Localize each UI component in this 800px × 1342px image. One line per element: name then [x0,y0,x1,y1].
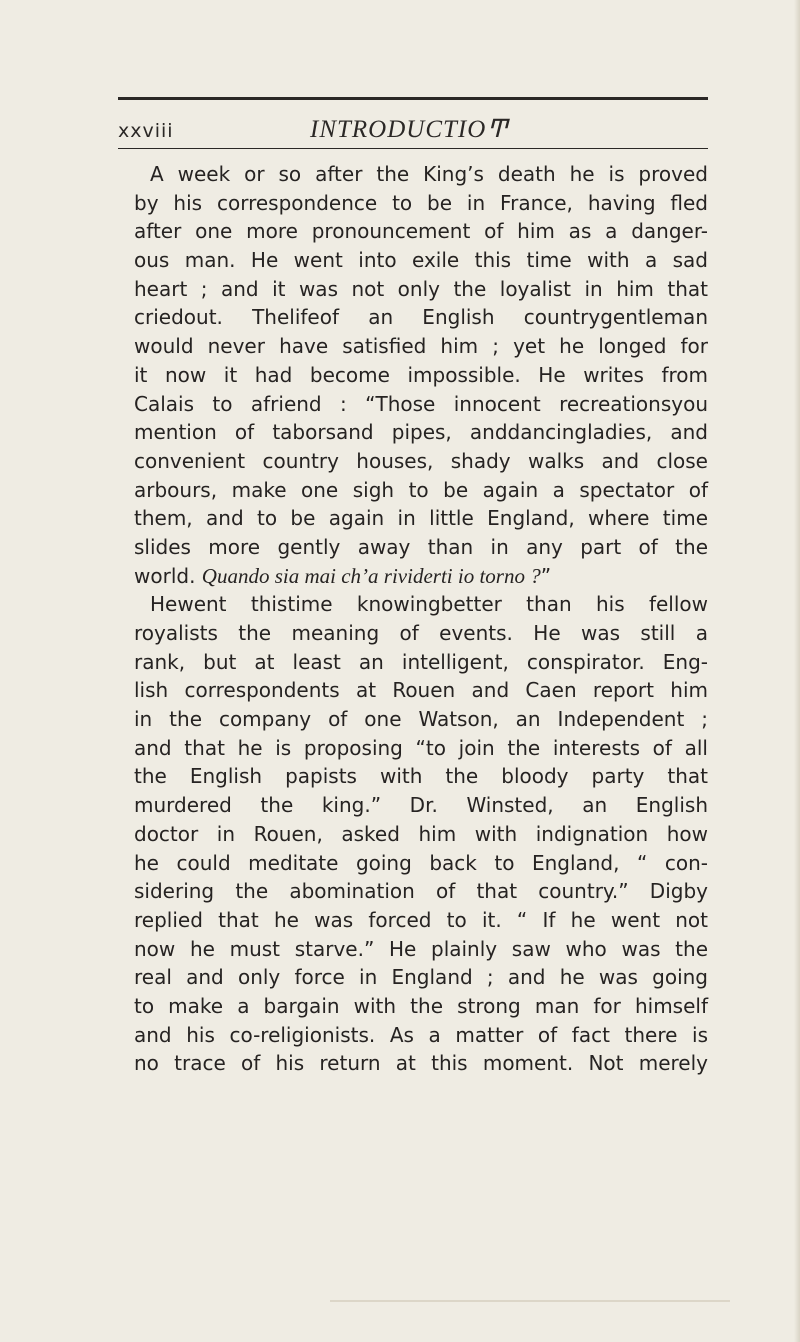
italian-quotation: Quando sia mai ch’a rividerti io torno ? [201,563,541,588]
text-line: slides more gently away than in any part of the [134,534,708,559]
paper-smudge [330,1300,730,1302]
text-line: convenient country houses, shady walks and close [134,448,708,473]
text-line: mention of taborsand pipes, anddancingladies, and [134,420,708,445]
text-line: lish correspondents at Rouen and Caen report him [134,678,708,703]
text-line: A week or so after the King’s death he is proved [150,162,708,186]
text-line: and his co-religionists. As a matter of fact there is [134,1022,708,1047]
quote-close: ” [540,563,552,588]
text-line: by his correspondence to be in France, having fled [134,190,708,215]
text-line: now he must starve.” He plainly saw who was the [134,936,708,961]
text-line: royalists the meaning of events. He was still a [134,621,708,645]
text-line: doctor in Rouen, asked him with indignation how [134,821,708,846]
page-number: xxviii [118,120,174,142]
text-line: them, and to be again in little England, where time [134,506,708,531]
header-top-rule [118,97,708,100]
text-line: after one more pronouncement of him as a danger- [134,219,708,244]
quote-lead: world. [134,563,196,588]
quote-line [134,562,708,591]
text-line: real and only force in England ; and he was going [134,965,708,990]
text-line: criedout. Thelifeof an English countrygentleman [134,305,708,330]
text-line: in the company of one Watson, an Independent ; [134,707,708,732]
running-header [118,114,708,148]
body-paragraph [134,160,708,1078]
page-edge [794,0,800,1342]
text-line: replied that he was forced to it. “ If he went not [134,907,708,932]
running-title: INTRODUCTIOͲ [310,116,509,143]
text-line: the English papists with the bloody party that [134,764,708,789]
text-line: no trace of his return at this moment. Not merely [134,1051,708,1076]
header-bottom-rule [118,148,708,149]
text-line: heart ; and it was not only the loyalist in him that [134,276,708,301]
text-line: ous man. He went into exile this time with a sad [134,248,708,273]
text-line: would never have satisfied him ; yet he longed for [134,334,708,359]
text-line: rank, but at least an intelligent, conspirator. Eng- [134,649,708,674]
text-line: and that he is proposing “to join the interests of all [134,735,708,760]
text-line: Hewent thistime knowingbetter than his fellow [150,592,708,617]
text-line: arbours, make one sigh to be again a spectator of [134,477,708,502]
text-line: he could meditate going back to England, “ con- [134,850,708,875]
text-line: murdered the king.” Dr. Winsted, an English [134,793,708,818]
text-line: to make a bargain with the strong man for himself [134,993,708,1018]
text-line: sidering the abomination of that country.” Digby [134,879,708,904]
text-line: it now it had become impossible. He writes from [134,362,708,387]
text-line: Calais to afriend : “Those innocent recreationsyou [134,391,708,416]
